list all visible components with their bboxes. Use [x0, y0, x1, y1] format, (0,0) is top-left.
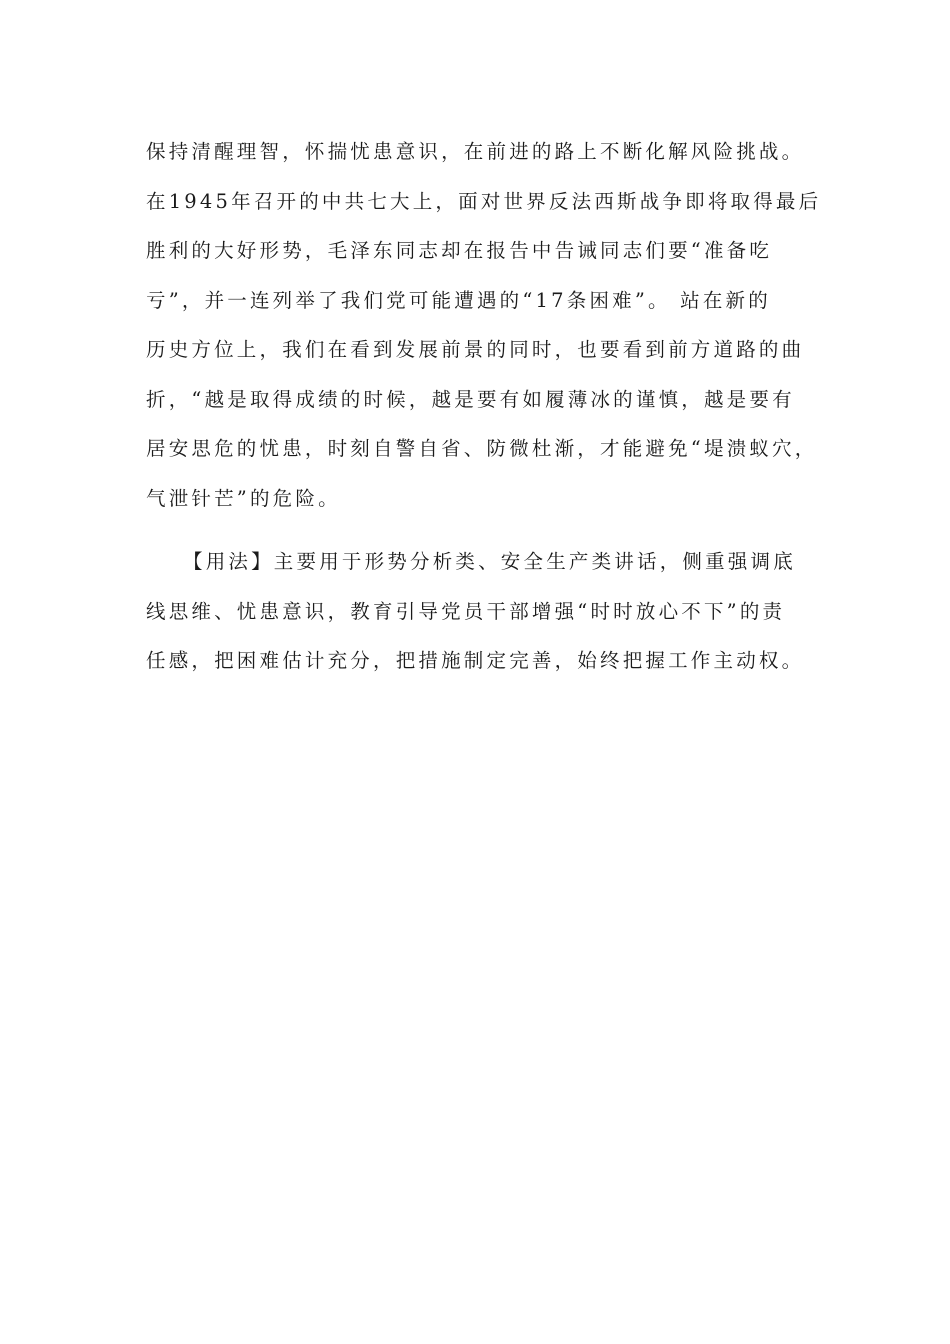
usage-paragraph [146, 537, 836, 686]
paragraph-line: 居安思危的忧患，时刻自警自省、防微杜渐，才能避免“堤溃蚁穴， [146, 437, 818, 460]
paragraph-line: 线思维、忧患意识，教育引导党员干部增强“时时放心不下”的责 [146, 599, 786, 623]
paragraph-line: 【用法】主要用于形势分析类、安全生产类讲话，侧重强调底 [183, 550, 796, 573]
body-paragraph-1 [146, 127, 836, 523]
paragraph-line: 保持清醒理智，怀揣忧患意识，在前进的路上不断化解风险挑战。 [146, 140, 805, 163]
paragraph-line: 折，“越是取得成绩的时候，越是要有如履薄冰的谨慎，越是要有 [146, 387, 795, 411]
paragraph-line: 历史方位上，我们在看到发展前景的同时，也要看到前方道路的曲 [146, 338, 805, 361]
paragraph-line: 亏”，并一连列举了我们党可能遭遇的“17条困难”。 站在新的 [146, 288, 771, 312]
paragraph-line: 胜利的大好形势，毛泽东同志却在报告中告诫同志们要“准备吃 [146, 239, 773, 262]
paragraph-line: 在1945年召开的中共七大上，面对世界反法西斯战争即将取得最后 [146, 189, 822, 213]
paragraph-line: 任感，把困难估计充分，把措施制定完善，始终把握工作主动权。 [146, 649, 805, 672]
paragraph-line: 气泄针芒”的危险。 [146, 486, 341, 510]
